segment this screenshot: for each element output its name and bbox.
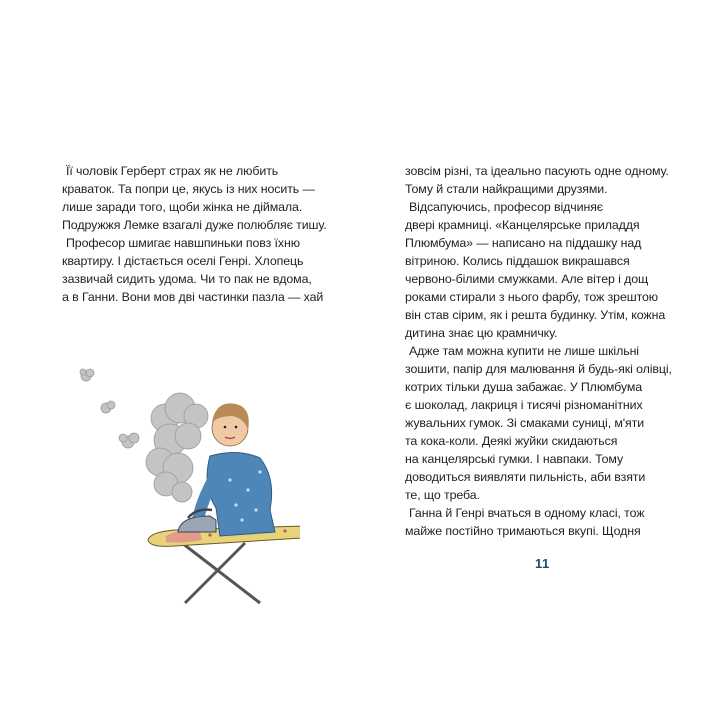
- text-line: квартиру. І дістається оселі Генрі. Хлопець: [62, 254, 304, 268]
- text-line: є шоколад, лакриця і тисячі різноманітних: [405, 398, 643, 412]
- text-line: Подружжя Лемке взагалі дуже полюбляє тишу.: [62, 218, 327, 232]
- board-legs-icon: [182, 543, 260, 603]
- text-line: вітриною. Колись піддашок викрашався: [405, 254, 630, 268]
- text-line: краваток. Та попри це, якусь із них носить —: [62, 182, 315, 196]
- text-line: та кока-коли. Деякі жуйки скидаються: [405, 434, 618, 448]
- text-line: Відсапуючись, професор відчиняє: [409, 200, 604, 214]
- text-line: котрих тільки душа забажає. У Плюмбума: [405, 380, 643, 394]
- text-line: Ганна й Генрі вчаться в одному класі, тож: [409, 506, 645, 520]
- text-line: доводиться виявляти пильність, аби взяти: [405, 470, 646, 484]
- page-number: 11: [535, 556, 550, 571]
- text-line: Професор шмигає навшпиньки повз їхню: [66, 236, 300, 250]
- text-line: майже постійно тримаються вкупі. Щодня: [405, 524, 641, 538]
- text-line: дитина знає цю крамничку.: [405, 326, 558, 340]
- text-line: лише заради того, щоби жінка не діймала.: [62, 200, 303, 214]
- iron-icon: [178, 516, 216, 532]
- text-line: а в Ганни. Вони мов дві частинки пазла — хай: [62, 290, 324, 304]
- text-line: на канцелярські гумки. І навпаки. Тому: [405, 452, 624, 466]
- text-line: Її чоловік Герберт страх як не любить: [66, 164, 279, 178]
- text-line: червоно-білими смужками. Але вітер і дощ: [405, 272, 649, 286]
- text-line: він став сірим, як і решта будинку. Утім, кожна: [405, 308, 666, 322]
- steam-cloud-icon: [80, 369, 208, 502]
- text-line: Тому й стали найкращими друзями.: [405, 182, 608, 196]
- text-line: те, що треба.: [405, 488, 480, 502]
- text-line: двері крамниці. «Канцелярське приладдя: [405, 218, 640, 232]
- right-page-text: [405, 162, 672, 540]
- left-page-text: [62, 162, 327, 306]
- text-line: зошити, папір для малювання й будь-які олівці,: [405, 362, 672, 376]
- text-line: зазвичай сидить удома. Чи то пак не вдома,: [62, 272, 312, 286]
- text-line: жувальних гумок. Зі смаками суниці, м'яти: [405, 416, 645, 430]
- text-line: Адже там можна купити не лише шкільні: [409, 344, 639, 358]
- text-line: Плюмбума» — написано на піддашку над: [405, 236, 642, 250]
- ironing-woman-illustration: [70, 360, 300, 605]
- text-line: роками стирали з нього фарбу, тож зрештою: [405, 290, 658, 304]
- text-line: зовсім різні, та ідеально пасують одне одному.: [405, 164, 669, 178]
